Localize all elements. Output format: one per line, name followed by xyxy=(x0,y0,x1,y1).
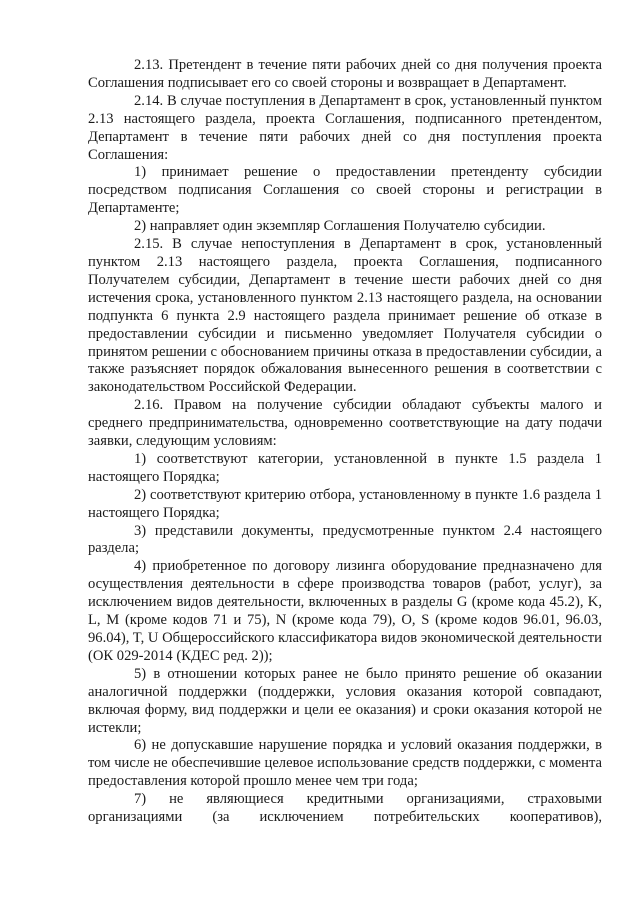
paragraph-2-14: 2.14. В случае поступления в Департамент в срок, установленный пунктом 2.13 настоящего раздела, проекта Соглашения, подписанного претендентом, Департамент в течение пяти рабочих дней со дня поступления проекта Соглашения: xyxy=(88,92,602,163)
paragraph-2-16-item-6: 6) не допускавшие нарушение порядка и условий оказания поддержки, в том числе не обеспечившие целевое использование средств поддержки, с момента предоставления которой прошло менее чем три года; xyxy=(88,737,602,790)
document-page xyxy=(88,57,602,827)
paragraph-2-16: 2.16. Правом на получение субсидии обладают субъекты малого и среднего предпринимательства, одновременно соответствующие на дату подачи заявки, следующим условиям: xyxy=(88,397,602,450)
paragraph-2-16-item-2: 2) соответствуют критерию отбора, установленному в пункте 1.6 раздела 1 настоящего Порядка; xyxy=(88,486,602,521)
paragraph-2-16-item-3: 3) представили документы, предусмотренные пунктом 2.4 настоящего раздела; xyxy=(88,522,602,557)
paragraph-2-13: 2.13. Претендент в течение пяти рабочих дней со дня получения проекта Соглашения подписывает его со своей стороны и возвращает в Департамент. xyxy=(88,57,602,91)
paragraph-2-15: 2.15. В случае непоступления в Департамент в срок, установленный пунктом 2.13 настоящего раздела, проекта Соглашения, подписанного Получателем субсидии, Департамент в течение шести рабочих дней со дня истечения срока, установленного пунктом 2.13 настоящего раздела, на основании подпункта 6 пункта 2.9 настоящего раздела принимает решение об отказе в предоставлении субсидии и письменно уведомляет Получателя субсидии о принятом решении с обоснованием причины отказа в предоставлении субсидии, а также разъясняет порядок обжалования вынесенного решения в соответствии с законодательством Российской Федерации. xyxy=(88,236,602,396)
paragraph-2-16-item-1: 1) соответствуют категории, установленной в пункте 1.5 раздела 1 настоящего Порядка; xyxy=(88,450,602,485)
paragraph-2-14-item-1: 1) принимает решение о предоставлении претенденту субсидии посредством подписания Соглашения со своей стороны и регистрации в Департаменте; xyxy=(88,164,602,217)
paragraph-2-16-item-7: 7) не являющиеся кредитными организациями, страховыми организациями (за исключением потребительских кооперативов), xyxy=(88,791,602,826)
paragraph-2-14-item-2: 2) направляет один экземпляр Соглашения Получателю субсидии. xyxy=(134,218,546,235)
paragraph-2-16-item-5: 5) в отношении которых ранее не было принято решение об оказании аналогичной поддержки (поддержки, условия оказания которой совпадают, включая форму, вид поддержки и цели ее оказания) и сроки оказания которой не истекли; xyxy=(88,665,602,736)
paragraph-2-16-item-4: 4) приобретенное по договору лизинга оборудование предназначено для осуществления деятельности в сфере производства товаров (работ, услуг), за исключением видов деятельности, включенных в разделы G (кроме кода 45.2), K, L, M (кроме кодов 71 и 75), N (кроме кода 79), O, S (кроме кодов 96.01, 96.03, 96.04), T, U Общероссийского классификатора видов экономической деятельности (ОК 029-2014 (КДЕС ред. 2)); xyxy=(88,558,602,664)
